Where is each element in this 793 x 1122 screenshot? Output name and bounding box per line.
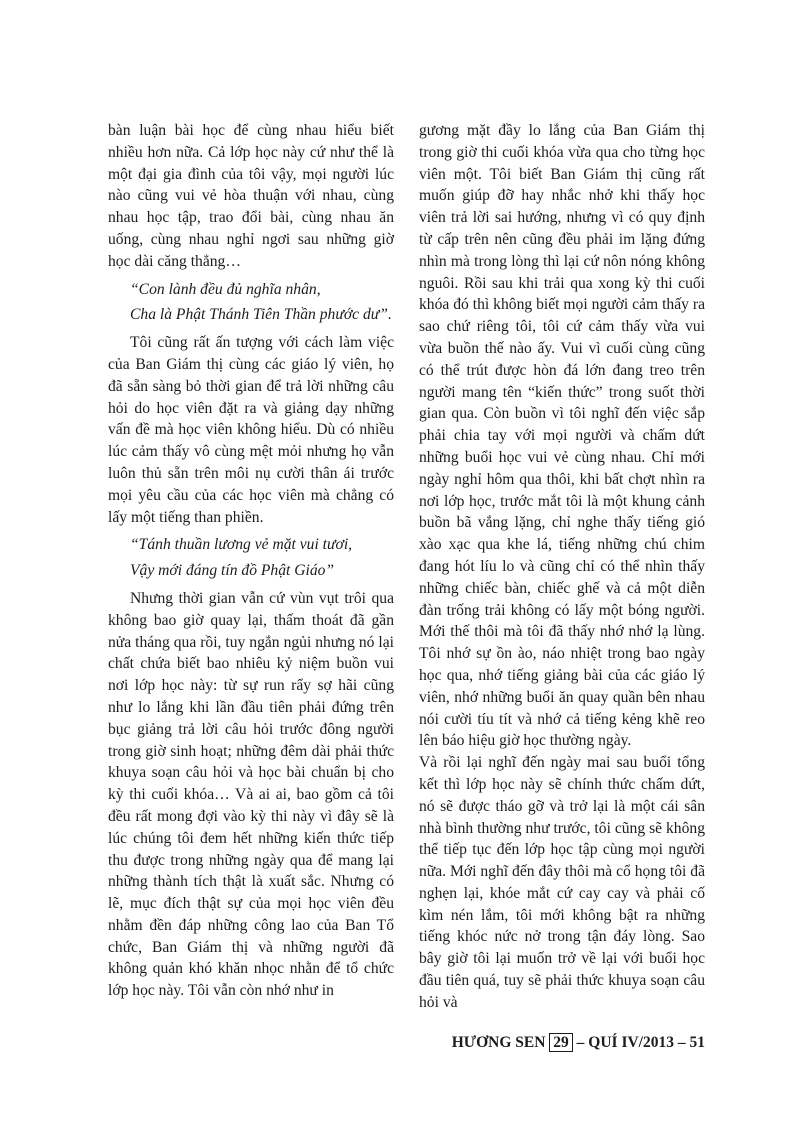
paragraph: Tôi cũng rất ấn tượng với cách làm việc của Ban Giám thị cùng các giáo lý viên, họ đã sẵn sàng bỏ thời gian để trả lời những câu hỏi do học viên đặt ra và giảng dạy những vấn đề mà học viên không hiểu. Dù có nhiều lúc cảm thấy vô cùng mệt mỏi nhưng họ vẫn luôn thủ sẵn trên môi nụ cười thân ái trước mọi yêu cầu của các học viên mà chẳng có lấy một tiếng than phiền. (108, 334, 394, 526)
left-column (108, 120, 394, 1002)
paragraph: bàn luận bài học để cùng nhau hiểu biết nhiều hơn nữa. Cả lớp học này cứ như thể là một đại gia đình của tôi vậy, mọi người lúc nào cũng vui vẻ hòa thuận với nhau, cùng nhau học tập, trao đổi bài, cùng nhau ăn uống, cùng nhau nghỉ ngơi sau những giờ học dài căng thẳng… (108, 122, 394, 270)
page-footer (419, 1033, 705, 1052)
verse-line: “Con lành đều đủ nghĩa nhân, (130, 280, 321, 298)
paragraph: Nhưng thời gian vẫn cứ vùn vụt trôi qua không bao giờ quay lại, thấm thoát đã gần nửa tháng qua rồi, tuy ngắn ngủi nhưng nó lại chất chứa biết bao nhiêu kỷ niệm buồn vui nơi lớp học này: từ sự run rẩy sợ hãi cũng như lo lắng khi lần đầu tiên phải đứng trên bục giảng trả lời câu hỏi trước đông người trong giờ sinh hoạt; những đêm dài phải thức khuya soạn câu hỏi và học bài chuẩn bị cho kỳ thi cuối khóa… Và ai ai, bao gồm cả tôi đều rất mong đợi vào kỳ thi này vì đây sẽ là lúc chúng tôi đem hết những kiến thức tiếp thu được trong những ngày qua để mang lại những thành tích thật là xuất sắc. Nhưng có lẽ, mục đích thật sự của mọi học viên đều nhằm đền đáp những công lao của Ban Tổ chức, Ban Giám thị và những người đã không quản khó khăn nhọc nhằn để tổ chức lớp học này. Tôi vẫn còn nhớ như in (108, 589, 394, 1000)
verse-line: “Tánh thuần lương vẻ mặt vui tươi, (130, 536, 353, 554)
issue-quarter: – QUÍ IV/2013 – (576, 1034, 686, 1051)
verse-line: Vậy mới đáng tín đồ Phật Giáo” (130, 562, 335, 580)
verse-line: Cha là Phật Thánh Tiên Thần phước dư”. (130, 306, 392, 324)
paragraph: gương mặt đầy lo lắng của Ban Giám thị trong giờ thi cuối khóa vừa qua cho từng học viên một. Tôi biết Ban Giám thị cũng rất muốn giúp đỡ hay nhắc nhở khi thấy học viên trả lời sai hướng, nhưng vì có quy định từ cấp trên nên cũng đều phải im lặng đứng nhìn mà trong lòng thì lại cứ nôn nóng không nguôi. Rồi sau khi trải qua xong kỳ thi cuối khóa đó thì không biết mọi người cảm thấy ra sao chứ riêng tôi, tôi cứ cảm thấy vừa vui vừa buồn thế nào ấy. Vui vì cuối cùng cũng có thể trút được hòn đá lớn đang treo trên người mang tên “kiến thức” trong suốt thời gian qua. Còn buồn vì tôi nghĩ đến việc sắp phải chia tay với mọi người và chấm dứt những buổi học vui vẻ cùng nhau. Chỉ mới ngày nghỉ hôm qua thôi, khi bất chợt nhìn ra nơi lớp học, trước mắt tôi là một khung cảnh buồn bã vắng lặng, chỉ nghe thấy tiếng gió xào xạc qua khe lá, tiếng những chú chim đang hót líu lo và cũng chỉ có thể nhìn thấy những chiếc bàn, chiếc ghế và cả một diễn đàn trống trải không có lấy một bóng người. Mới thế thôi mà tôi đã thấy nhớ nhớ lạ lùng. Tôi nhớ sự ồn ào, náo nhiệt trong bao ngày học qua, nhớ tiếng giảng bài của các giáo lý viên, nhớ những buổi ăn quay quần bên nhau nói cười tíu tít và nhớ cả tiếng kẻng khẽ reo lên báo hiệu giờ học thường ngày. (419, 122, 705, 750)
page-number: 51 (689, 1034, 705, 1051)
right-column (419, 120, 705, 1014)
issue-number-box: 29 (549, 1033, 573, 1052)
paragraph: Và rồi lại nghĩ đến ngày mai sau buổi tổng kết thì lớp học này sẽ chính thức chấm dứt, nó sẽ được tháo gỡ và trở lại là một cái sân nhà bình thường như trước, tôi cũng sẽ không thể tiếp tục đến lớp học tập cùng mọi người nữa. Mới nghĩ đến đây thôi mà cổ họng tôi đã nghẹn lại, khóe mắt cứ cay cay và phải cố kìm nén lắm, tôi mới không bật ra những tiếng khóc nức nở trong tận đáy lòng. Sao bây giờ tôi lại muốn trở về lại với buổi học đầu tiên quá, tuy sẽ phải thức khuya soạn câu hỏi và (419, 754, 705, 1011)
magazine-title: HƯƠNG SEN (451, 1034, 546, 1051)
